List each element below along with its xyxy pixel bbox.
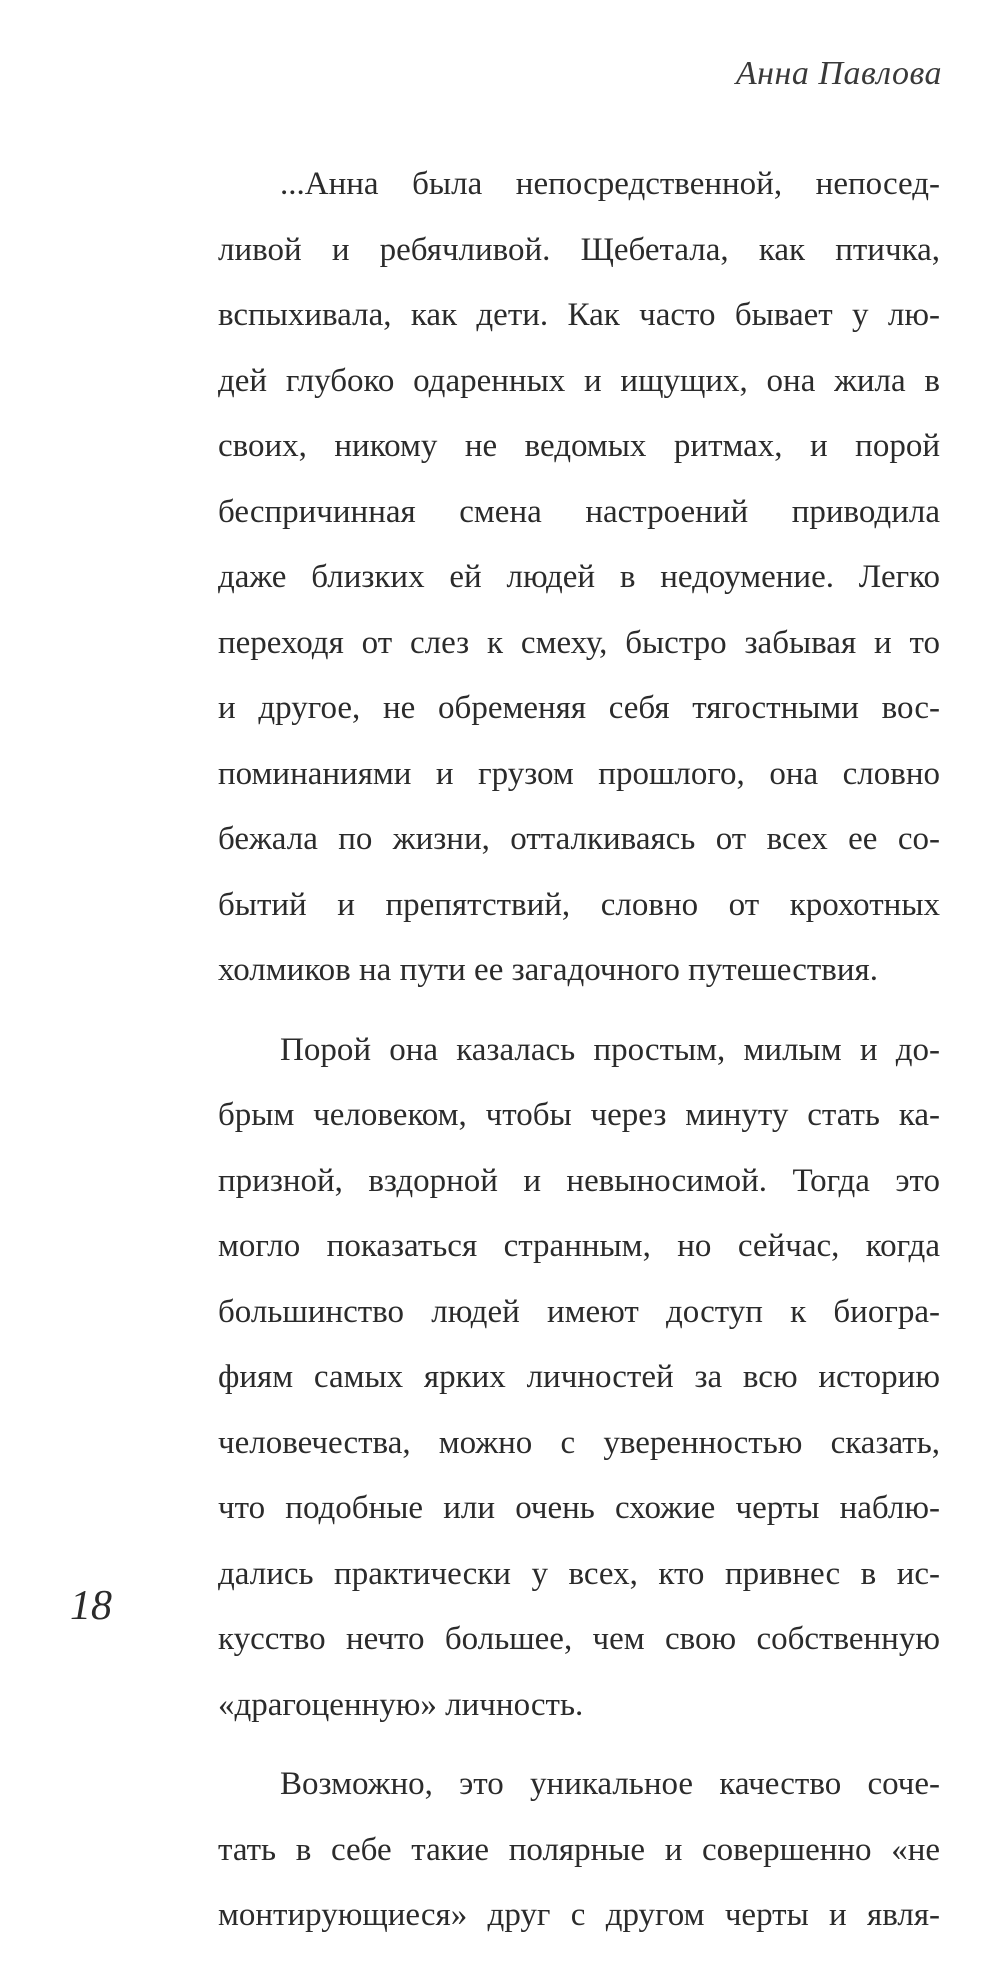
text-line: дались практически у всех, кто привнес в ис- <box>218 1555 940 1592</box>
text-line: Порой она казалась простым, милым и до- <box>280 1031 940 1068</box>
text-line: переходя от слез к смеху, быстро забывая и то <box>218 624 940 661</box>
paragraph-3 <box>218 1752 940 1949</box>
text-line: Возможно, это уникальное качество соче- <box>280 1766 940 1802</box>
text-line: могло показаться странным, но сейчас, когда <box>218 1228 940 1264</box>
text-line: бежала по жизни, отталкиваясь от всех ее со- <box>218 821 940 857</box>
text-line: человечества, можно с уверенностью сказать, <box>218 1424 940 1461</box>
paragraph-1 <box>218 152 940 1004</box>
text-line: тать в себе такие полярные и совершенно «не <box>218 1831 940 1868</box>
page-number: 18 <box>70 1583 112 1629</box>
text-line: брым человеком, чтобы через минуту стать ка- <box>218 1097 940 1133</box>
text-line: фиям самых ярких личностей за всю историю <box>218 1359 940 1395</box>
paragraph-2 <box>218 1018 940 1739</box>
text-line: вспыхивала, как дети. Как часто бывает у лю- <box>218 297 940 333</box>
running-header-author: Анна Павлова <box>735 55 942 92</box>
text-line: «драгоценную» личность. <box>218 1686 584 1723</box>
text-line: призной, вздорной и невыносимой. Тогда это <box>218 1162 940 1199</box>
text-line: и другое, не обременяя себя тягостными вос- <box>218 690 940 726</box>
text-line: своих, никому не ведомых ритмах, и порой <box>218 428 940 464</box>
text-line: что подобные или очень схожие черты наблю- <box>218 1490 940 1526</box>
text-line: беспричинная смена настроений приводила <box>218 493 940 530</box>
body-text <box>218 152 940 1963</box>
text-line: ливой и ребячливой. Щебетала, как птичка, <box>218 231 940 268</box>
text-line: поминаниями и грузом прошлого, она словно <box>218 755 940 792</box>
text-line: ...Анна была непосредственной, непосед- <box>280 166 940 202</box>
text-line: холмиков на пути ее загадочного путешествия. <box>218 952 878 988</box>
text-line: бытий и препятствий, словно от крохотных <box>218 886 940 923</box>
text-line: даже близких ей людей в недоумение. Легко <box>218 559 940 595</box>
text-line: дей глубоко одаренных и ищущих, она жила в <box>218 362 940 399</box>
text-line: кусство нечто большее, чем свою собственную <box>218 1621 940 1657</box>
text-line: большинство людей имеют доступ к биогра- <box>218 1293 940 1330</box>
text-line: монтирующиеся» друг с другом черты и явля- <box>218 1897 940 1933</box>
